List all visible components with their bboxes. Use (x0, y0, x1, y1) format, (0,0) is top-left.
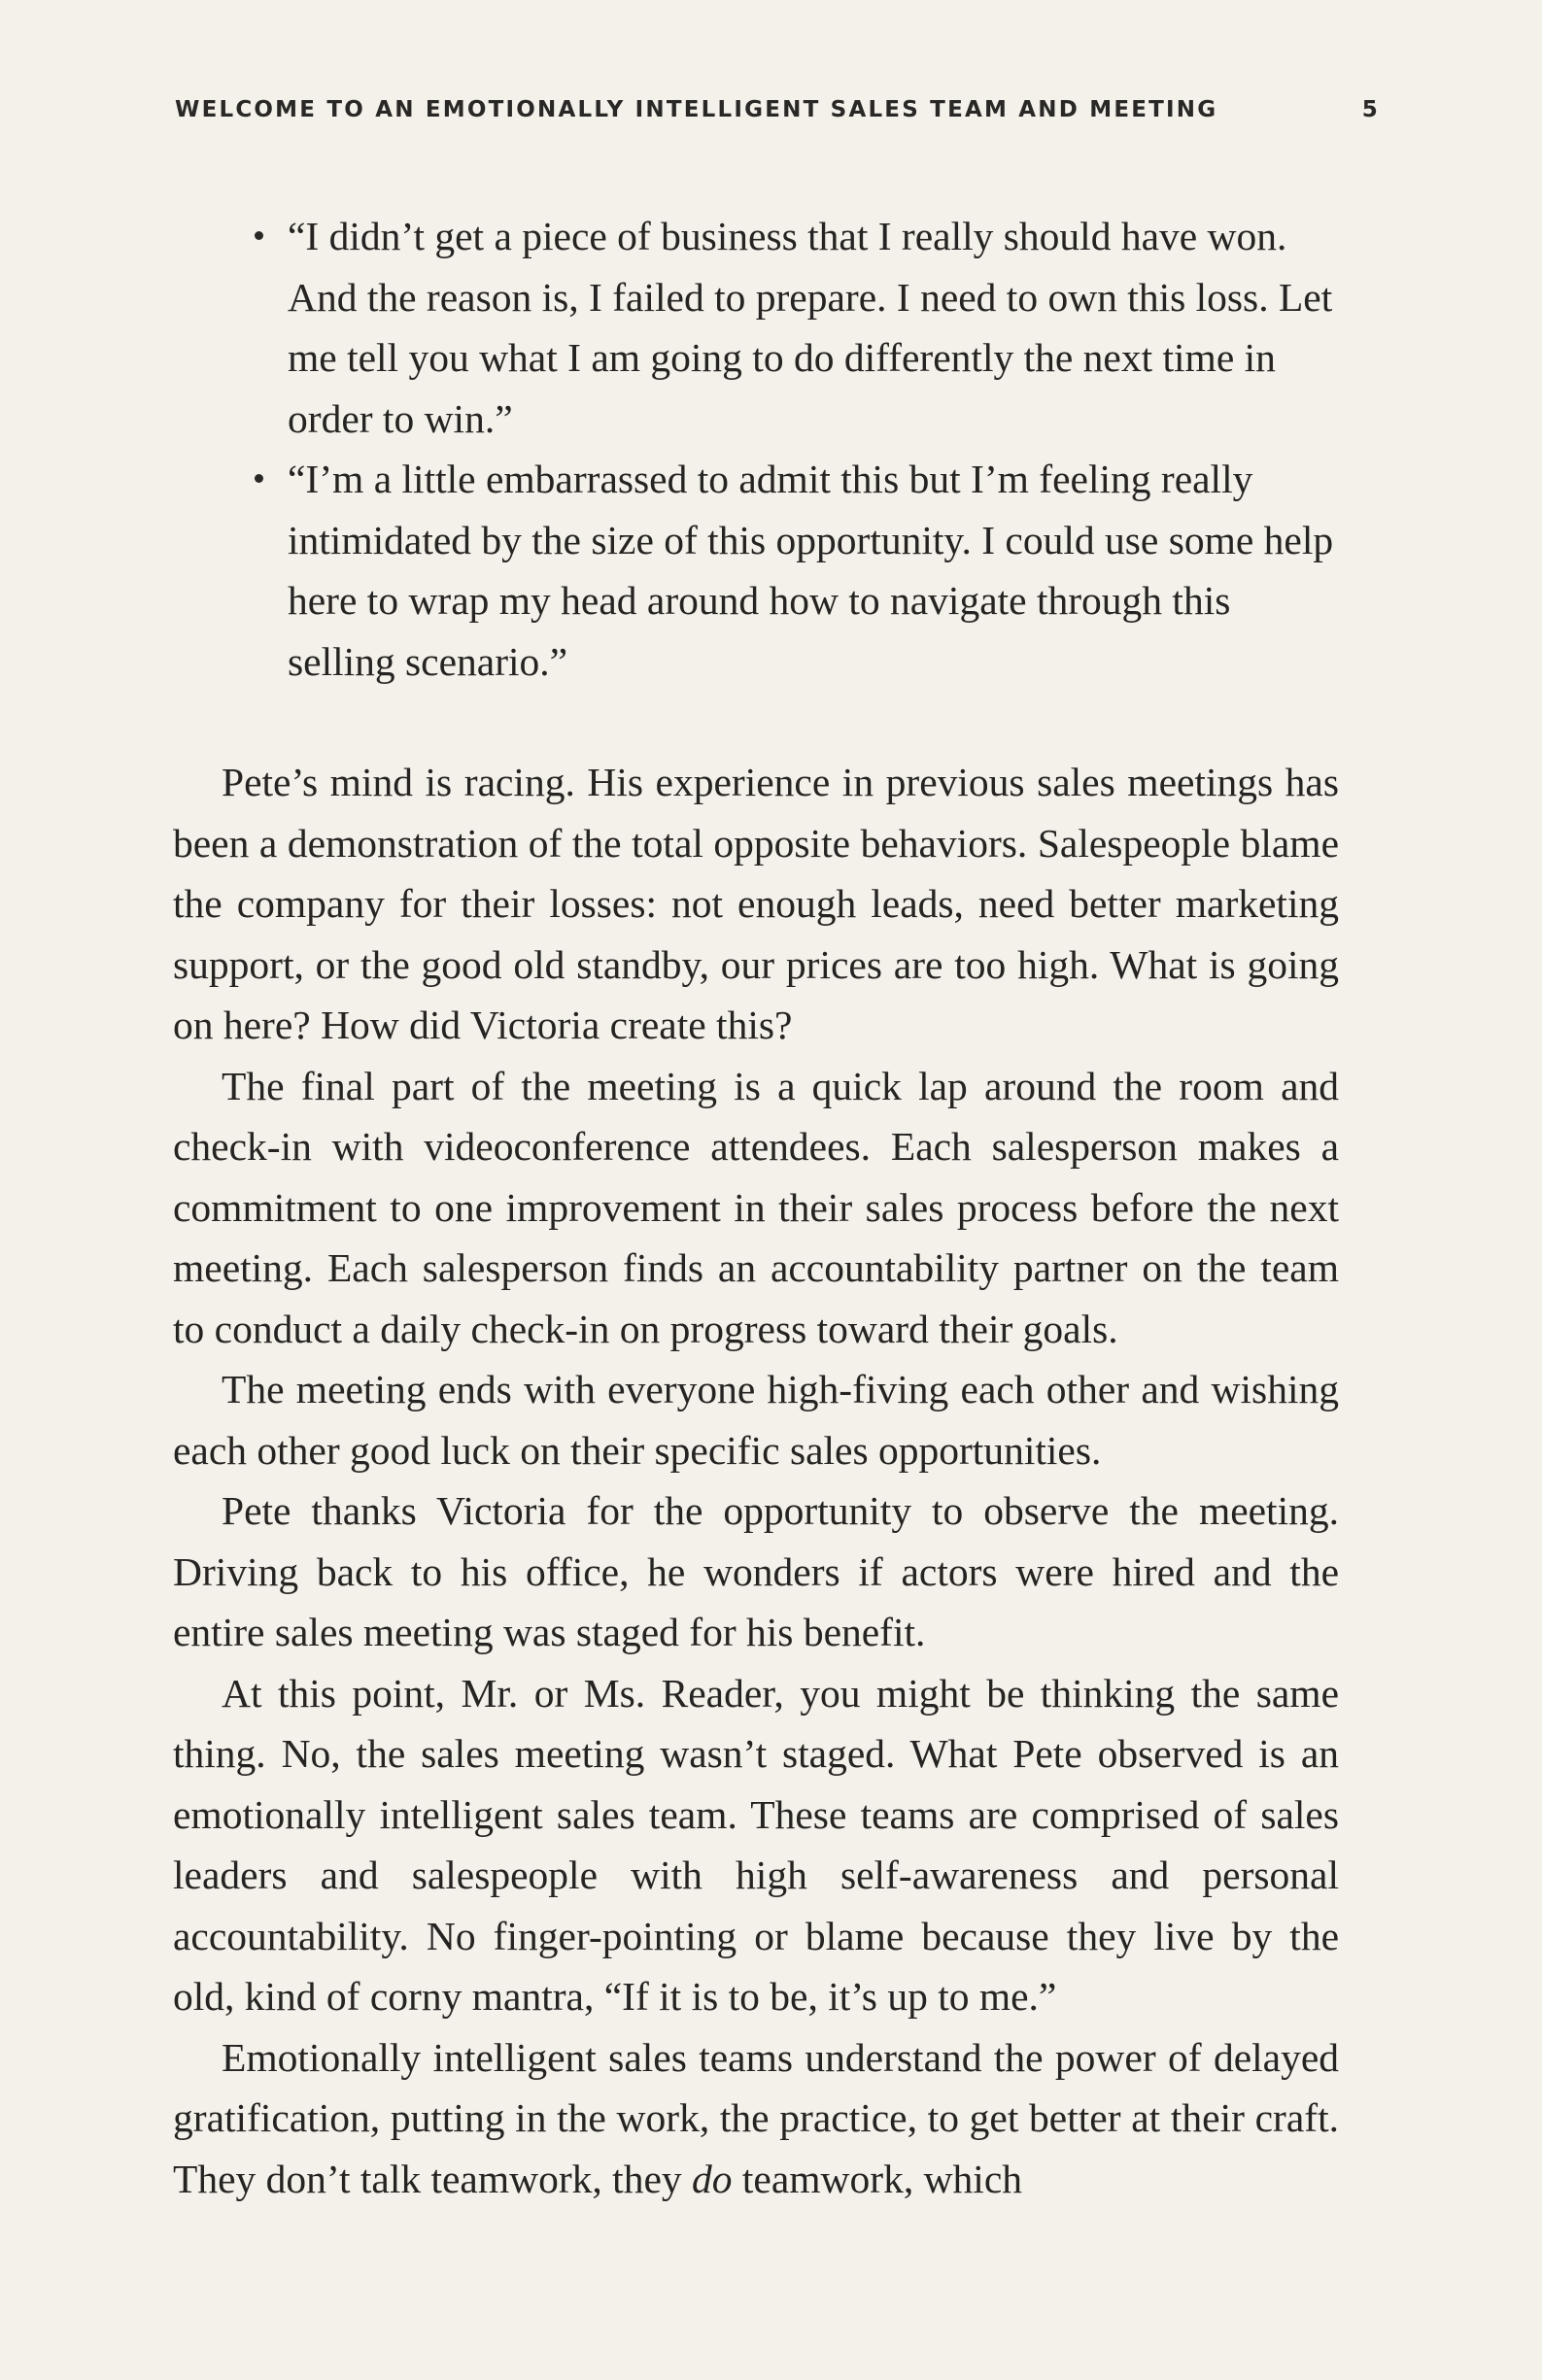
quote-list (173, 206, 1339, 692)
paragraph: The meeting ends with everyone high-fiving each other and wishing each other good luck on their specific sales opportunities. (173, 1367, 1339, 1473)
paragraph-text: teamwork, which (732, 2156, 1022, 2201)
list-item (288, 206, 1339, 449)
running-head (175, 97, 1380, 136)
emphasis-text: do (692, 2156, 733, 2201)
body-text (173, 206, 1339, 2209)
list-item (288, 449, 1339, 692)
paragraph-text: Emotionally intelligent sales teams understand the power of delayed gratification, putting in the work, the practice, to get better at their craft. They don’t talk teamwork, they (173, 2034, 1339, 2201)
paragraph: The final part of the meeting is a quick lap around the room and check-in with videoconference attendees. Each salesperson makes a commitment to one improvement in their sales process before the next meeting. Each salesperson finds an accountability partner on the team to conduct a daily check-in on progress toward their goals. (173, 1063, 1339, 1351)
running-title: WELCOME TO AN EMOTIONALLY INTELLIGENT SALES TEAM AND MEETING (175, 97, 1218, 122)
quote-text: “I didn’t get a piece of business that I really should have won. And the reason is, I failed to prepare. I need to own this loss. Let me tell you what I am going to do differently the next time in order to win.” (288, 214, 1333, 441)
quote-text: “I’m a little embarrassed to admit this but I’m feeling really intimidated by the size of this opportunity. I could use some help here to wrap my head around how to navigate through this selling scenario.” (288, 457, 1334, 684)
bullet-icon (255, 474, 263, 483)
paragraph: Pete’s mind is racing. His experience in previous sales meetings has been a demonstration of the total opposite behaviors. Salespeople blame the company for their losses: not enough leads, need better marketing support, or the good old standby, our prices are too high. What is going on here? How did Victoria create this? (173, 760, 1339, 1047)
bullet-icon (255, 231, 263, 240)
paragraph (173, 2027, 1339, 2210)
paragraph: At this point, Mr. or Ms. Reader, you might be thinking the same thing. No, the sales meeting wasn’t staged. What Pete observed is an emotionally intelligent sales team. These teams are comprised of sales leaders and salespeople with high self-awareness and personal accountability. No finger-pointing or blame because they live by the old, kind of corny mantra, “If it is to be, it’s up to me.” (173, 1670, 1339, 2019)
paragraph: Pete thanks Victoria for the opportunity to observe the meeting. Driving back to his office, he wonders if actors were hired and the entire sales meeting was staged for his benefit. (173, 1488, 1339, 1654)
page-number: 5 (1361, 97, 1380, 122)
